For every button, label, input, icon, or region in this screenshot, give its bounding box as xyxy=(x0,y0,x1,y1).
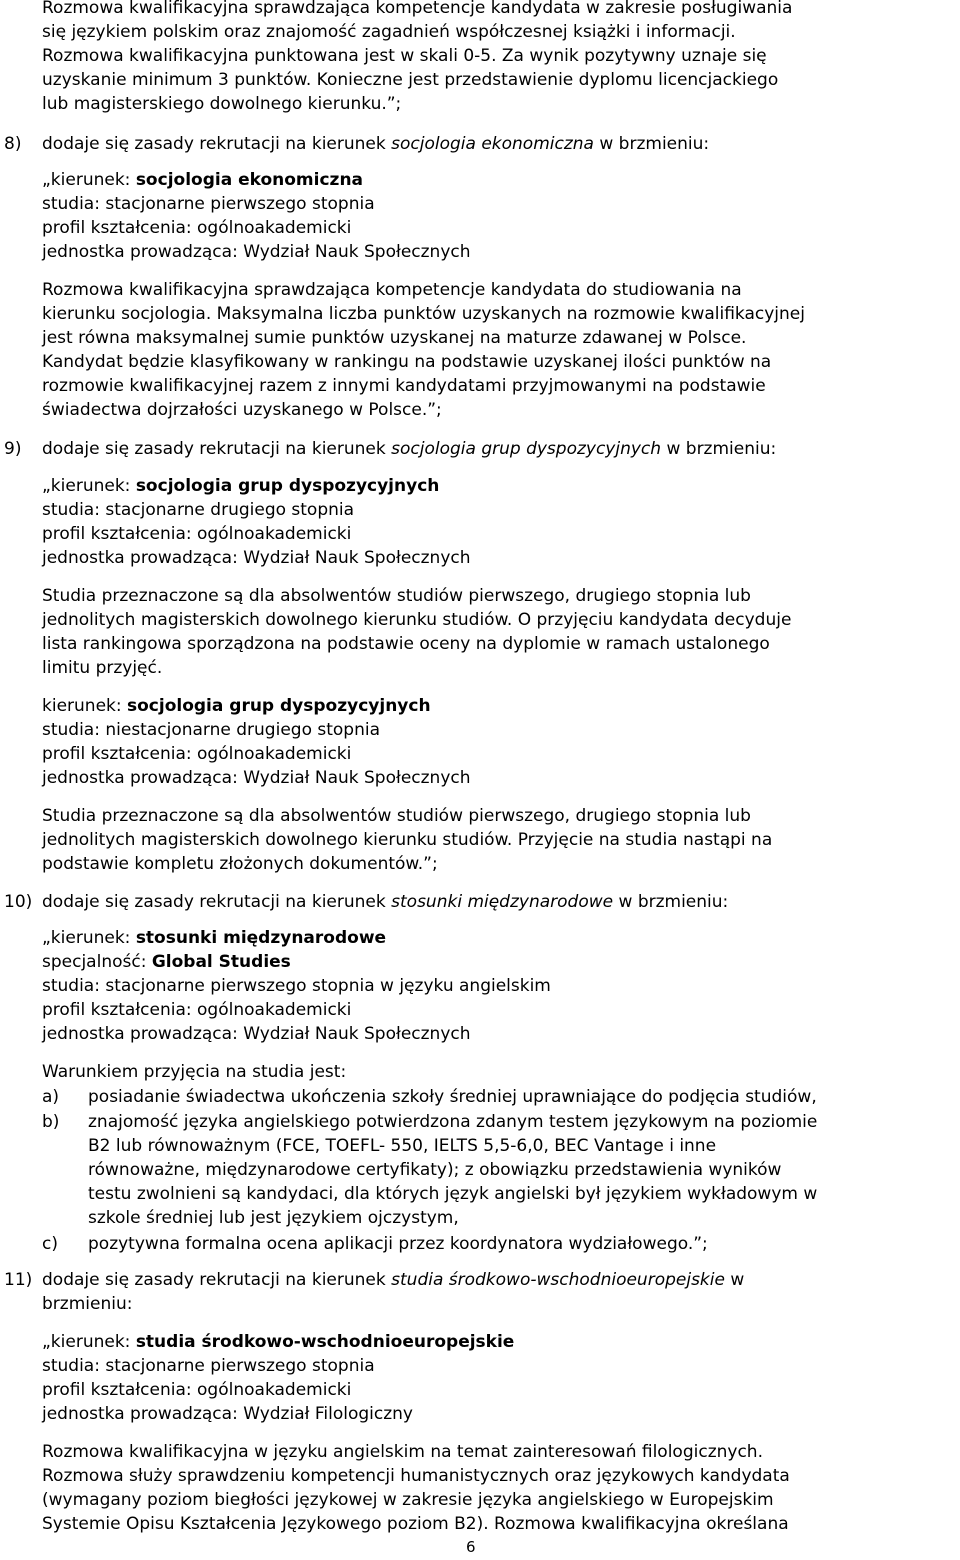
page-number: 6 xyxy=(466,1538,476,1556)
desc-line: jednolitych magisterskich dowolnego kierunku studiów. Przyjęcie na studia nastąpi na xyxy=(42,830,773,850)
heading-text: w brzmieniu: xyxy=(661,439,777,459)
kierunek-name: socjologia ekonomiczna xyxy=(391,134,594,154)
desc-line: Kandydat będzie klasyfikowany w rankingu na podstawie uzyskanej ilości punktów na xyxy=(42,352,772,372)
intro-line: się językiem polskim oraz znajomość zagadnień współczesnej książki i informacji. xyxy=(42,22,736,42)
kierunek-label: „kierunek: xyxy=(42,476,136,496)
kierunek-label: „kierunek: xyxy=(42,1332,136,1352)
item-number: 11) xyxy=(4,1270,33,1290)
heading-text: w brzmieniu: xyxy=(593,134,710,154)
heading-text: w xyxy=(724,1270,745,1290)
item-heading-cont: brzmieniu: xyxy=(42,1294,133,1314)
kierunek-label: „kierunek: xyxy=(42,928,136,948)
warunki-title: Warunkiem przyjęcia na studia jest: xyxy=(42,1062,347,1082)
desc-line: świadectwa dojrzałości uzyskanego w Polsce.”; xyxy=(42,400,442,420)
item-heading xyxy=(42,890,728,914)
warunek-line: testu zwolnieni są kandydaci, dla których język angielski był językiem wykładowym w xyxy=(88,1184,818,1204)
desc-line: rozmowie kwalifikacyjnej razem z innymi kandydatami przyjmowanymi na podstawie xyxy=(42,376,766,396)
program-studia: studia: stacjonarne pierwszego stopnia xyxy=(42,1356,375,1376)
heading-text: dodaje się zasady rekrutacji na kierunek xyxy=(42,439,392,459)
desc-line: Studia przeznaczone są dla absolwentów studiów pierwszego, drugiego stopnia lub xyxy=(42,586,751,606)
desc-line: limitu przyjęć. xyxy=(42,658,163,678)
kierunek-name: studia środkowo-wschodnioeuropejskie xyxy=(391,1270,725,1290)
heading-text: w brzmieniu: xyxy=(613,892,729,912)
program-profil: profil kształcenia: ogólnoakademicki xyxy=(42,524,352,544)
program-jednostka: jednostka prowadząca: Wydział Nauk Społecznych xyxy=(42,768,471,788)
program-profil: profil kształcenia: ogólnoakademicki xyxy=(42,1000,352,1020)
program-studia: studia: stacjonarne pierwszego stopnia xyxy=(42,194,375,214)
warunek-line: posiadanie świadectwa ukończenia szkoły średniej uprawniające do podjęcia studiów, xyxy=(88,1087,817,1107)
warunek-line: równoważne, międzynarodowe certyfikaty); z obowiązku przedstawienia wyników xyxy=(88,1160,782,1180)
specjalnosc-value: Global Studies xyxy=(151,952,291,972)
intro-line: uzyskanie minimum 3 punktów. Konieczne jest przedstawienie dyplomu licencjackiego xyxy=(42,70,779,90)
desc-line: Rozmowa służy sprawdzeniu kompetencji humanistycznych oraz językowych kandydata xyxy=(42,1466,790,1486)
program-studia: studia: niestacjonarne drugiego stopnia xyxy=(42,720,380,740)
desc-line: (wymagany poziom biegłości językowej w zakresie języka angielskiego w Europejskim xyxy=(42,1490,774,1510)
kierunek-value: socjologia grup dyspozycyjnych xyxy=(135,476,440,496)
program-profil: profil kształcenia: ogólnoakademicki xyxy=(42,744,352,764)
intro-line: Rozmowa kwalifikacyjna punktowana jest w skali 0-5. Za wynik pozytywny uznaje się xyxy=(42,46,767,66)
desc-line: kierunku socjologia. Maksymalna liczba punktów uzyskanych na rozmowie kwalifikacyjnej xyxy=(42,304,805,324)
intro-line: Rozmowa kwalifikacyjna sprawdzająca kompetencje kandydata w zakresie posługiwania xyxy=(42,0,793,18)
program-jednostka: jednostka prowadząca: Wydział Filologiczny xyxy=(42,1404,413,1424)
program-profil: profil kształcenia: ogólnoakademicki xyxy=(42,218,352,238)
warunek-line: pozytywna formalna ocena aplikacji przez koordynatora wydziałowego.”; xyxy=(88,1234,708,1254)
desc-line: lista rankingowa sporządzona na podstawie oceny na dyplomie w ramach ustalonego xyxy=(42,634,770,654)
kierunek-value: socjologia grup dyspozycyjnych xyxy=(127,696,431,716)
warunek-letter: b) xyxy=(42,1112,60,1132)
program-kierunek xyxy=(42,694,431,718)
program-kierunek xyxy=(42,1330,514,1354)
program-kierunek xyxy=(42,168,363,192)
item-number: 8) xyxy=(4,134,22,154)
kierunek-value: stosunki międzynarodowe xyxy=(135,928,387,948)
program-studia: studia: stacjonarne pierwszego stopnia w języku angielskim xyxy=(42,976,551,996)
kierunek-value: socjologia ekonomiczna xyxy=(135,170,364,190)
intro-line: lub magisterskiego dowolnego kierunku.”; xyxy=(42,94,402,114)
item-number: 10) xyxy=(4,892,33,912)
kierunek-name: socjologia grup dyspozycyjnych xyxy=(391,439,662,459)
desc-line: Studia przeznaczone są dla absolwentów studiów pierwszego, drugiego stopnia lub xyxy=(42,806,751,826)
desc-line: podstawie kompletu złożonych dokumentów.”; xyxy=(42,854,438,874)
desc-line: Rozmowa kwalifikacyjna sprawdzająca kompetencje kandydata do studiowania na xyxy=(42,280,742,300)
program-studia: studia: stacjonarne drugiego stopnia xyxy=(42,500,355,520)
program-profil: profil kształcenia: ogólnoakademicki xyxy=(42,1380,352,1400)
kierunek-value: studia środkowo-wschodnioeuropejskie xyxy=(135,1332,515,1352)
warunek-letter: a) xyxy=(42,1087,60,1107)
program-jednostka: jednostka prowadząca: Wydział Nauk Społecznych xyxy=(42,1024,471,1044)
program-specjalnosc xyxy=(42,950,291,974)
warunek-line: szkole średniej lub jest językiem ojczystym, xyxy=(88,1208,459,1228)
desc-line: Rozmowa kwalifikacyjna w języku angielskim na temat zainteresowań filologicznych. xyxy=(42,1442,763,1462)
program-jednostka: jednostka prowadząca: Wydział Nauk Społecznych xyxy=(42,548,471,568)
heading-text: dodaje się zasady rekrutacji na kierunek xyxy=(42,892,392,912)
heading-text: dodaje się zasady rekrutacji na kierunek xyxy=(42,134,392,154)
program-kierunek xyxy=(42,926,386,950)
item-heading xyxy=(42,437,776,461)
kierunek-label: kierunek: xyxy=(42,696,127,716)
program-kierunek xyxy=(42,474,439,498)
desc-line: Systemie Opisu Kształcenia Językowego poziom B2). Rozmowa kwalifikacyjna określana xyxy=(42,1514,789,1534)
item-number: 9) xyxy=(4,439,22,459)
program-jednostka: jednostka prowadząca: Wydział Nauk Społecznych xyxy=(42,242,471,262)
warunek-line: B2 lub równoważnym (FCE, TOEFL- 550, IELTS 5,5-6,0, BEC Vantage i inne xyxy=(88,1136,717,1156)
item-heading xyxy=(42,1268,744,1292)
specjalnosc-label: specjalność: xyxy=(42,952,152,972)
warunek-line: znajomość języka angielskiego potwierdzona zdanym testem językowym na poziomie xyxy=(88,1112,818,1132)
heading-text: dodaje się zasady rekrutacji na kierunek xyxy=(42,1270,392,1290)
kierunek-label: „kierunek: xyxy=(42,170,136,190)
desc-line: jednolitych magisterskich dowolnego kierunku studiów. O przyjęciu kandydata decyduje xyxy=(42,610,792,630)
kierunek-name: stosunki międzynarodowe xyxy=(391,892,614,912)
warunek-letter: c) xyxy=(42,1234,58,1254)
desc-line: jest równa maksymalnej sumie punktów uzyskanej na maturze zdawanej w Polsce. xyxy=(42,328,747,348)
item-heading xyxy=(42,132,709,156)
